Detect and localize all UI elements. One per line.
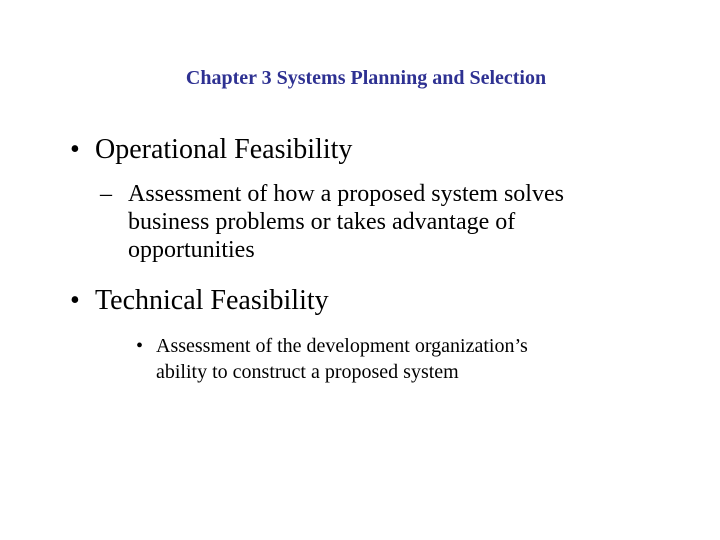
sub-bullet-line: business problems or takes advantage of	[128, 209, 516, 235]
sub-bullet-line: Assessment of the development organization’s	[156, 335, 528, 357]
dash-marker: –	[100, 181, 112, 207]
bullet-text: Technical Feasibility	[95, 285, 329, 316]
bullet-technical-feasibility	[70, 285, 690, 317]
sub-bullet-technical-feasibility	[136, 333, 706, 385]
bullet-operational-feasibility	[70, 134, 690, 166]
slide-title: Chapter 3 Systems Planning and Selection	[185, 67, 547, 89]
bullet-text: Operational Feasibility	[95, 134, 353, 165]
sub-bullet-line: opportunities	[128, 237, 255, 263]
sub-bullet-line: ability to construct a proposed system	[156, 361, 459, 383]
bullet-marker: •	[70, 285, 80, 316]
sub-bullet-line: Assessment of how a proposed system solves	[128, 181, 564, 207]
sub-bullet-operational-feasibility	[100, 180, 700, 264]
dot-marker: •	[136, 335, 144, 357]
bullet-marker: •	[70, 134, 80, 165]
